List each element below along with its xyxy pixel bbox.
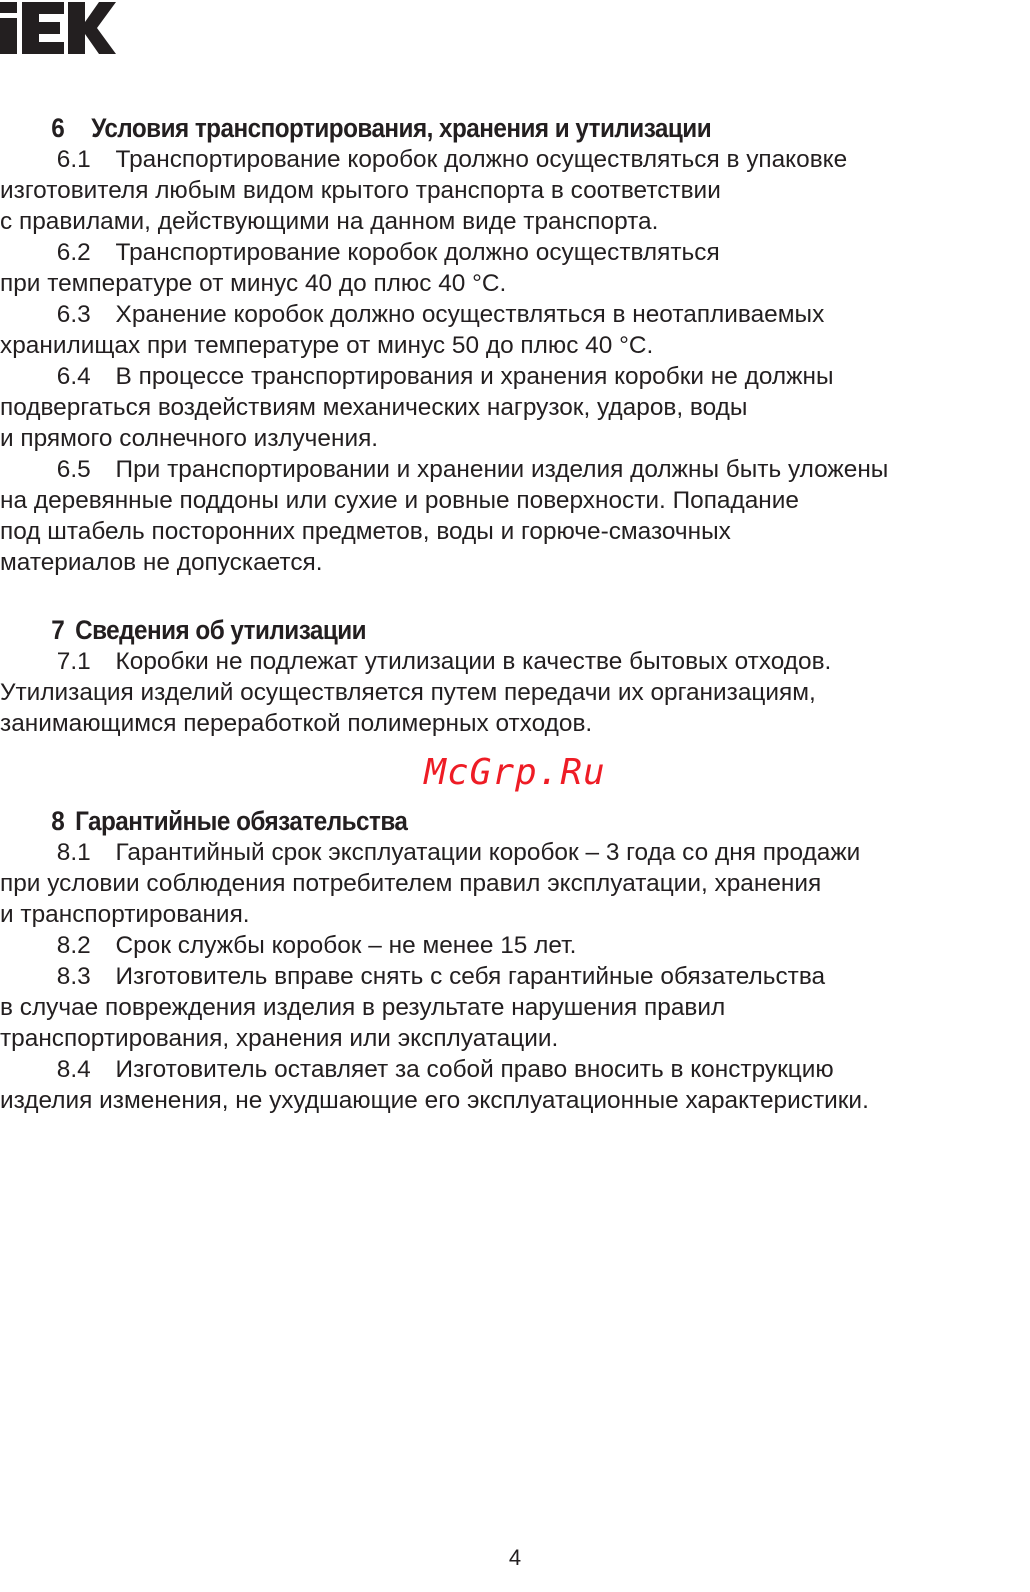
paragraph-6-2 bbox=[0, 237, 1030, 299]
paragraph-number: 6.3 bbox=[56, 301, 91, 328]
paragraph-6-1 bbox=[0, 144, 1030, 237]
paragraph-line: материалов не допускается. bbox=[0, 549, 323, 576]
paragraph-first-line: Гарантийный срок эксплуатации коробок – 3 года со дня продажи bbox=[115, 839, 861, 866]
paragraph-line: Утилизация изделий осуществляется путем передачи их организациям, bbox=[0, 679, 816, 706]
section-spacer bbox=[0, 578, 1030, 614]
section-title: Гарантийные обязательства bbox=[75, 806, 408, 836]
paragraph-line: при температуре от минус 40 до плюс 40 °С. bbox=[0, 270, 507, 297]
paragraph-line: транспортирования, хранения или эксплуатации. bbox=[0, 1025, 559, 1052]
paragraph-number: 8.4 bbox=[56, 1056, 91, 1083]
paragraph-number: 8.3 bbox=[56, 963, 91, 990]
paragraph-first-line: В процессе транспортирования и хранения коробки не должны bbox=[115, 363, 834, 390]
paragraph-number: 6.2 bbox=[56, 239, 91, 266]
paragraph-first-line: При транспортировании и хранении изделия должны быть уложены bbox=[115, 456, 889, 483]
paragraph-line: на деревянные поддоны или сухие и ровные поверхности. Попадание bbox=[0, 487, 799, 514]
paragraph-7-1 bbox=[0, 646, 1030, 739]
paragraph-line: изготовителя любым видом крытого транспорта в соответствии bbox=[0, 177, 721, 204]
section-number: 7 bbox=[51, 615, 65, 645]
paragraph-number: 6.5 bbox=[56, 456, 91, 483]
section-title: Условия транспортирования, хранения и утилизации bbox=[91, 113, 712, 143]
paragraph-first-line: Коробки не подлежат утилизации в качестве бытовых отходов. bbox=[115, 648, 832, 675]
section-heading-7 bbox=[0, 614, 927, 646]
paragraph-first-line: Транспортирование коробок должно осуществляться bbox=[115, 239, 720, 266]
paragraph-6-4 bbox=[0, 361, 1030, 454]
paragraph-8-3 bbox=[0, 961, 1030, 1054]
paragraph-6-5 bbox=[0, 454, 1030, 578]
watermark: McGrp.Ru bbox=[424, 752, 606, 793]
paragraph-6-3 bbox=[0, 299, 1030, 361]
paragraph-line: хранилищах при температуре от минус 50 до плюс 40 °С. bbox=[0, 332, 654, 359]
section-title: Сведения об утилизации bbox=[75, 615, 367, 645]
paragraph-line: подвергаться воздействиям механических нагрузок, ударов, воды bbox=[0, 394, 748, 421]
paragraph-line: занимающимся переработкой полимерных отходов. bbox=[0, 710, 593, 737]
paragraph-first-line: Транспортирование коробок должно осуществляться в упаковке bbox=[115, 146, 848, 173]
iek-logo bbox=[0, 2, 116, 54]
paragraph-line: и прямого солнечного излучения. bbox=[0, 425, 379, 452]
paragraph-8-1 bbox=[0, 837, 1030, 930]
section-number: 6 bbox=[51, 113, 65, 143]
paragraph-8-4 bbox=[0, 1054, 1030, 1116]
paragraph-number: 7.1 bbox=[56, 648, 91, 675]
section-heading-6 bbox=[0, 112, 927, 144]
page-number: 4 bbox=[508, 1545, 522, 1570]
paragraph-line: изделия изменения, не ухудшающие его эксплуатационные характеристики. bbox=[0, 1087, 869, 1114]
paragraph-first-line: Хранение коробок должно осуществляться в неотапливаемых bbox=[115, 301, 825, 328]
paragraph-number: 8.2 bbox=[56, 932, 91, 959]
paragraph-number: 6.1 bbox=[56, 146, 91, 173]
paragraph-first-line: Изготовитель вправе снять с себя гарантийные обязательства bbox=[115, 963, 826, 990]
section-number: 8 bbox=[51, 806, 65, 836]
paragraph-line: с правилами, действующими на данном виде транспорта. bbox=[0, 208, 659, 235]
paragraph-line: в случае повреждения изделия в результате нарушения правил bbox=[0, 994, 726, 1021]
paragraph-line: под штабель посторонних предметов, воды и горюче-смазочных bbox=[0, 518, 731, 545]
document-body bbox=[0, 112, 1030, 1116]
paragraph-number: 6.4 bbox=[56, 363, 91, 390]
paragraph-8-2 bbox=[0, 930, 1030, 961]
paragraph-first-line: Изготовитель оставляет за собой право вносить в конструкцию bbox=[115, 1056, 834, 1083]
paragraph-line: при условии соблюдения потребителем правил эксплуатации, хранения bbox=[0, 870, 822, 897]
paragraph-first-line: Срок службы коробок – не менее 15 лет. bbox=[115, 932, 577, 959]
paragraph-number: 8.1 bbox=[56, 839, 91, 866]
section-heading-8 bbox=[0, 805, 927, 837]
paragraph-line: и транспортирования. bbox=[0, 901, 250, 928]
